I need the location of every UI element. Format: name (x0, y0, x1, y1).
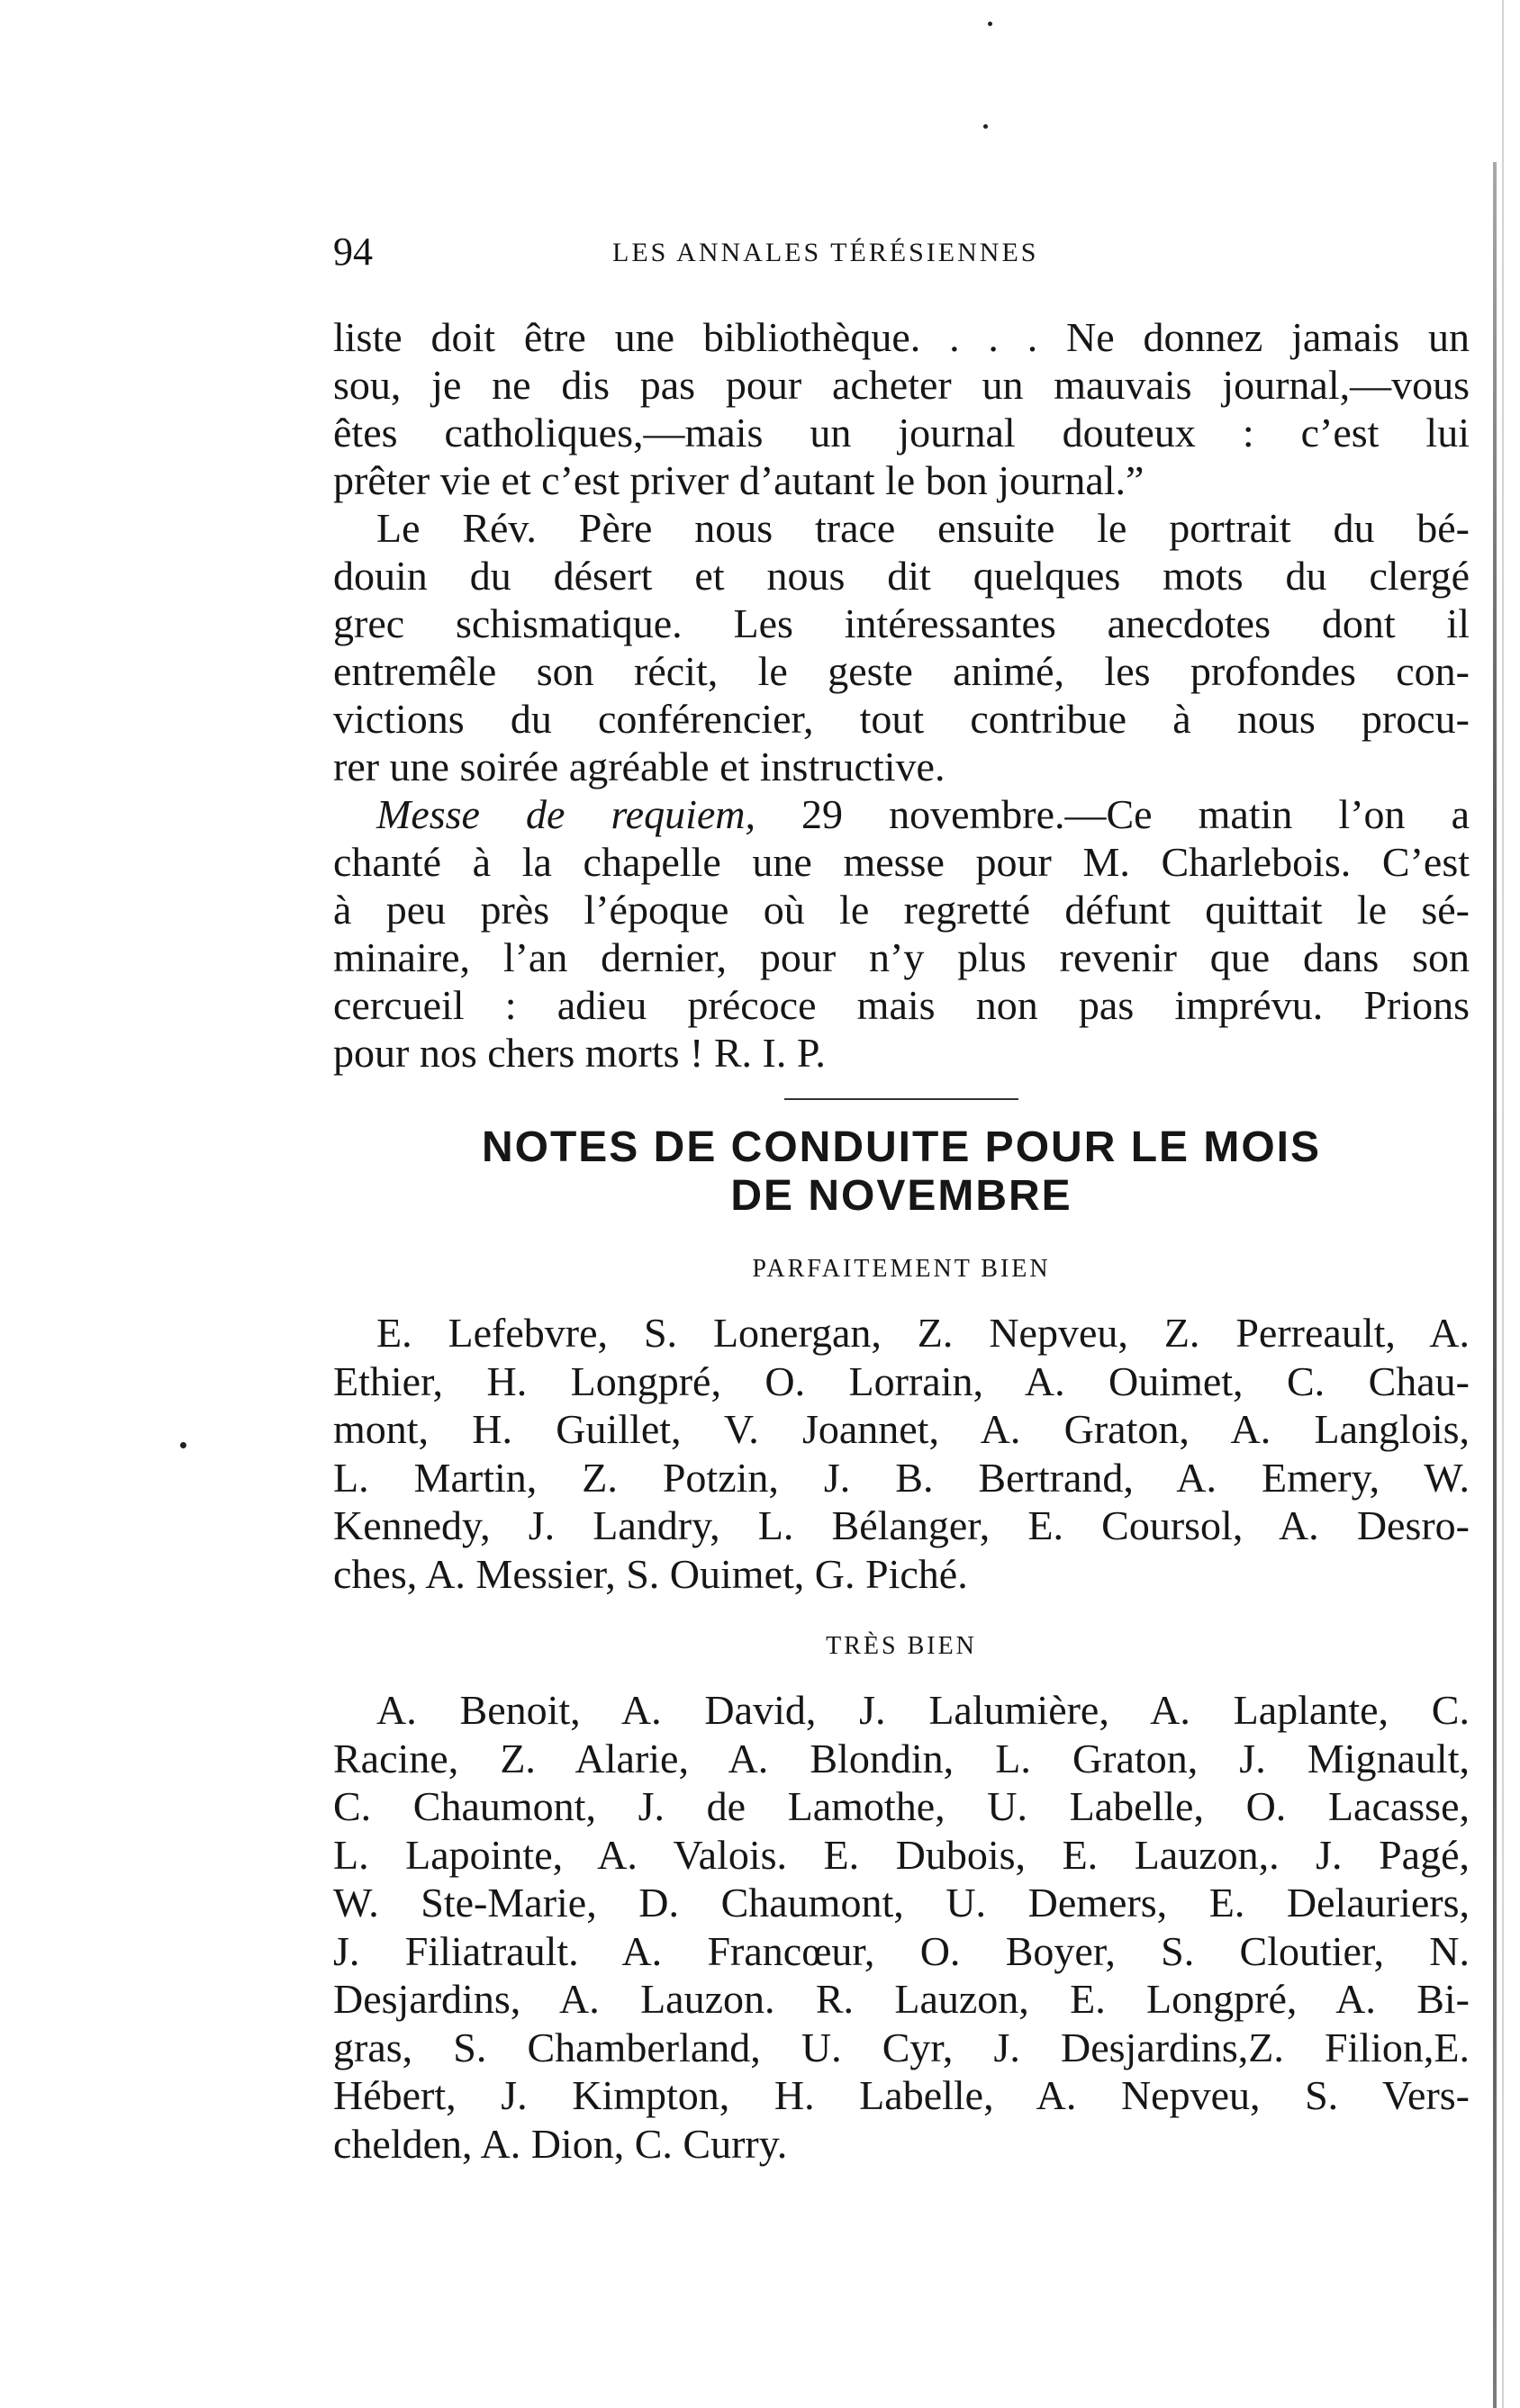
text-line: grec schismatique. Les intéressantes anecdotes dont il (333, 600, 1470, 646)
names-line: chelden, A. Dion, C. Curry. (333, 2120, 788, 2167)
names-line: mont, H. Guillet, V. Joannet, A. Graton, A. Langlois, (333, 1406, 1470, 1452)
text-line: à peu près l’époque où le regretté défunt quittait le sé- (333, 887, 1470, 933)
subheading-tres-bien: TRÈS BIEN (826, 1632, 977, 1660)
paragraph-2 (333, 504, 1470, 790)
names-line: E. Lefebvre, S. Lonergan, Z. Nepveu, Z. Perreault, A. (376, 1310, 1470, 1356)
text-line: rer une soirée agréable et instructive. (333, 744, 945, 789)
text-line: sou, je ne dis pas pour acheter un mauvais journal,—vous (333, 362, 1470, 408)
names-parfaitement-bien (333, 1309, 1470, 1598)
scan-speck (983, 124, 988, 129)
requiem-date: 29 novembre.—Ce matin l’on a (755, 791, 1470, 837)
names-line: Desjardins, A. Lauzon. R. Lauzon, E. Longpré, A. Bi- (333, 1976, 1470, 2022)
paragraph-1 (333, 313, 1470, 504)
names-line: L. Martin, Z. Potzin, J. B. Bertrand, A. Emery, W. (333, 1454, 1470, 1501)
text-line: prêter vie et c’est priver d’autant le bon journal.” (333, 457, 1145, 503)
names-tres-bien (333, 1686, 1470, 2168)
names-line: W. Ste-Marie, D. Chaumont, U. Demers, E. Delauriers, (333, 1880, 1470, 1925)
section-title-line-2: DE NOVEMBRE (730, 1172, 1072, 1220)
page-body (333, 313, 1470, 2168)
scan-edge-shadow (1493, 162, 1497, 2408)
section-title-line-1: NOTES DE CONDUITE POUR LE MOIS (481, 1123, 1322, 1171)
scan-speck (988, 22, 992, 26)
scan-speck (180, 1442, 186, 1448)
scan-edge-line (1502, 0, 1504, 2408)
section-divider (784, 1098, 1018, 1100)
names-line: ches, A. Messier, S. Ouimet, G. Piché. (333, 1550, 968, 1597)
text-line: êtes catholiques,—mais un journal douteux : c’est lui (333, 410, 1470, 455)
names-line: Ethier, H. Longpré, O. Lorrain, A. Ouimet, C. Chau- (333, 1357, 1470, 1404)
text-line: chanté à la chapelle une messe pour M. Charlebois. C’est (333, 839, 1470, 885)
text-line: minaire, l’an dernier, pour n’y plus revenir que dans son (333, 934, 1470, 980)
names-line: A. Benoit, A. David, J. Lalumière, A. Laplante, C. (376, 1687, 1470, 1733)
subheading-parfaitement-bien: PARFAITEMENT BIEN (752, 1255, 1051, 1283)
text-line: pour nos chers morts ! R. I. P. (333, 1030, 826, 1076)
text-line (333, 790, 1470, 838)
names-line: gras, S. Chamberland, U. Cyr, J. Desjardins,Z. Filion,E. (333, 2024, 1470, 2070)
page-number: 94 (333, 230, 373, 274)
names-line: C. Chaumont, J. de Lamothe, U. Labelle, O. Lacasse, (333, 1783, 1470, 1829)
text-line: entremêle son récit, le geste animé, les profondes con- (333, 648, 1470, 694)
running-head: LES ANNALES TÉRÉSIENNES (612, 238, 1039, 267)
text-line: victions du conférencier, tout contribue à nous procu- (333, 696, 1470, 742)
page-header (333, 225, 1477, 279)
names-line: Hébert, J. Kimpton, H. Labelle, A. Nepveu, S. Vers- (333, 2072, 1470, 2118)
names-line: Racine, Z. Alarie, A. Blondin, L. Graton, J. Mignault, (333, 1735, 1470, 1781)
names-line: L. Lapointe, A. Valois. E. Dubois, E. Lauzon,. J. Pagé, (333, 1831, 1470, 1878)
names-line: Kennedy, J. Landry, L. Bélanger, E. Coursol, A. Desro- (333, 1502, 1470, 1548)
text-line: liste doit être une bibliothèque. . . . Ne donnez jamais un (333, 314, 1470, 360)
paragraph-3 (333, 790, 1470, 1077)
text-line: Le Rév. Père nous trace ensuite le portrait du bé- (376, 505, 1470, 551)
text-line: cercueil : adieu précoce mais non pas imprévu. Prions (333, 982, 1470, 1028)
text-line: douin du désert et nous dit quelques mots du clergé (333, 553, 1470, 599)
section-title (333, 1123, 1470, 1221)
names-line: J. Filiatrault. A. Francœur, O. Boyer, S. Cloutier, N. (333, 1927, 1470, 1974)
requiem-lead: Messe de requiem, (376, 791, 755, 837)
